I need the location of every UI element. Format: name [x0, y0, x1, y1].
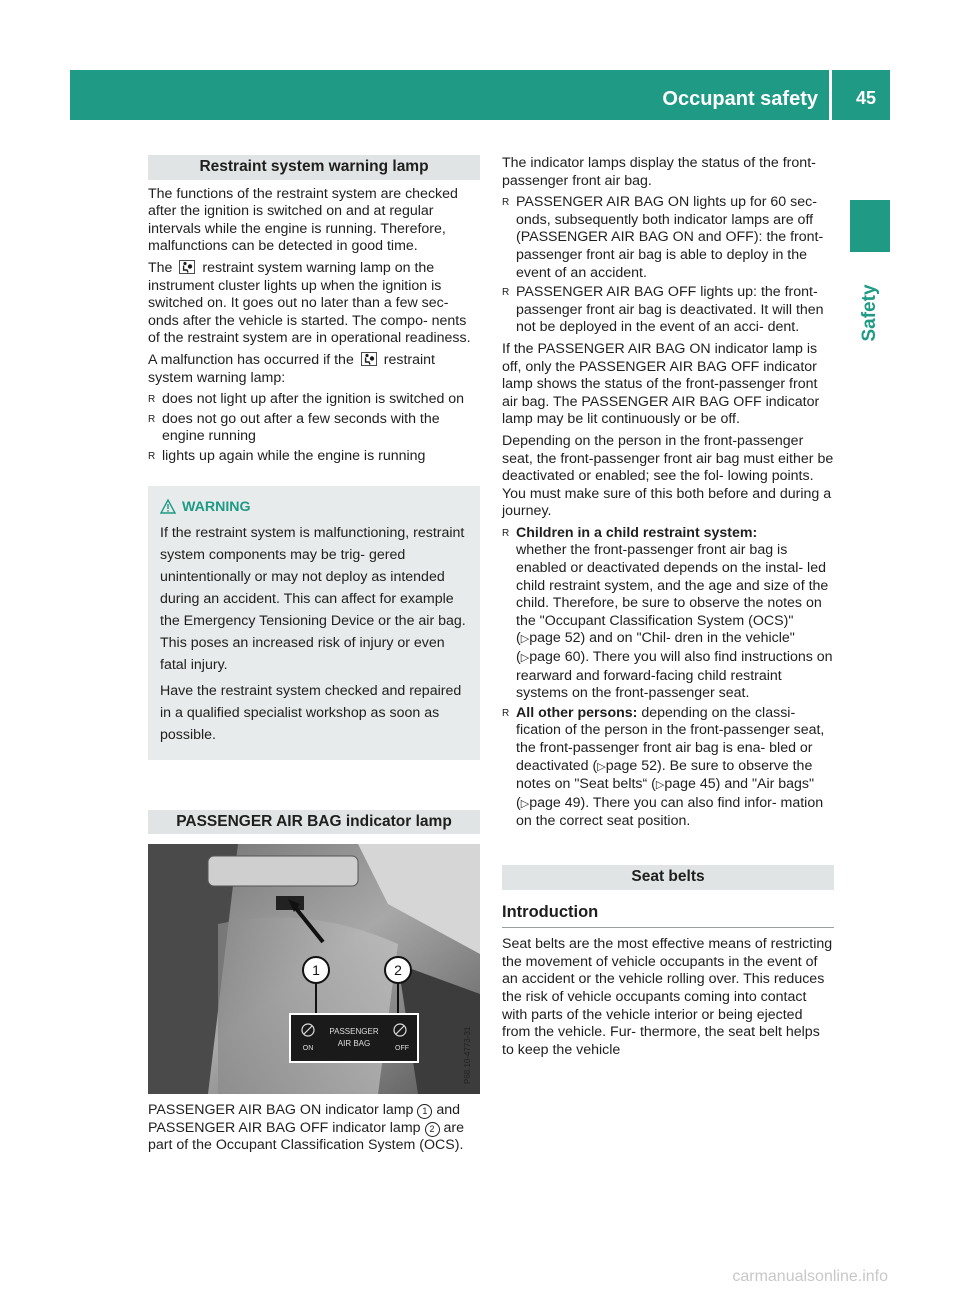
page-ref-link[interactable]: page 45) and "Air bags" (	[516, 776, 815, 811]
page-ref-arrow-icon: ▷	[520, 797, 530, 810]
bullet-icon: R	[502, 197, 510, 209]
bullet-icon: R	[148, 413, 156, 425]
on-label: ON	[302, 1045, 314, 1053]
left-column	[148, 155, 480, 1159]
chapter-title: Occupant safety	[662, 88, 818, 110]
paragraph: Depending on the person in the front-passenger seat, the front-passenger front air bag must either be deactivated or enabled; see the fol- lowing points. You must make sure of this both before and during a journey.	[502, 432, 834, 520]
header-separator	[829, 70, 832, 120]
page-ref-link[interactable]: page 52) and on "Chil- dren in the vehicle" (	[516, 630, 795, 666]
header-band	[70, 70, 890, 120]
callout-number: 1	[312, 962, 320, 979]
page-ref-link[interactable]: page 52). Be sure to observe the notes on "Seat belts“ (	[516, 757, 813, 793]
paragraph: If the PASSENGER AIR BAG ON indicator lamp is off, only the PASSENGER AIR BAG OFF indicator lamp shows the status of the front-passenger front air bag. The PASSENGER AIR BAG OFF indicator lamp may be lit continuously or be off.	[502, 340, 820, 428]
section-tab-text: Safety	[859, 284, 880, 342]
paragraph: The functions of the restraint system are checked after the ignition is switched on and at regular intervals while the engine is running. Therefore, malfunctions can be detected in good time.	[148, 185, 458, 255]
section-tab-label	[848, 268, 892, 358]
page-ref-arrow-icon: ▷	[520, 652, 530, 665]
warning-box	[148, 486, 480, 760]
list-item: R PASSENGER AIR BAG ON lights up for 60 sec- onds, subsequently both indicator lamps are off (PASSENGER AIR BAG ON and OFF): the front-passenger front air bag is able to deploy in the event of an accident.	[502, 194, 824, 281]
section-heading-restraint-lamp: Restraint system warning lamp	[148, 155, 480, 180]
paragraph: A malfunction has occurred if the restraint system warning lamp:	[148, 351, 435, 386]
paragraph: The restraint system warning lamp on the instrument cluster lights up when the ignition is switched on. It goes out no later than a few sec- onds after the vehicle is started. The compo- nents of the restraint system are in operational readiness.	[148, 259, 471, 347]
off-label: OFF	[395, 1045, 409, 1053]
right-column	[502, 155, 834, 1063]
photo-caption: PASSENGER AIR BAG ON indicator lamp 1 and PASSENGER AIR BAG OFF indicator lamp 2 are part of the Occupant Classification System (OCS).	[148, 1102, 464, 1154]
figure-code: P68.10-4773-31	[463, 1026, 472, 1085]
subheading-introduction: Introduction	[502, 904, 834, 929]
warning-text: If the restraint system is malfunctioning, restraint system components may be trig- gered unintentionally or may not deploy as intended during an accident. This can affect for example the Emergency Tensioning Device or the air bag. This poses an increased risk of injury or even fatal injury.	[160, 524, 466, 673]
console-photo	[148, 844, 480, 1094]
bullet-icon: R	[502, 707, 510, 719]
section-heading-airbag-indicator: PASSENGER AIR BAG indicator lamp	[148, 810, 480, 835]
airbag-warning-icon	[179, 260, 195, 274]
bullet-icon: R	[502, 527, 510, 539]
bullet-icon: R	[148, 394, 156, 406]
airbag-warning-icon	[361, 352, 377, 366]
list-item: R lights up again while the engine is running	[148, 447, 426, 464]
bullet-list	[502, 525, 834, 831]
page-ref-link[interactable]: page 60). There you will also find instructions on rearward and forward-facing child restraint systems on the front-passenger seat.	[516, 649, 833, 702]
page-number: 45	[855, 88, 876, 108]
list-item: R does not go out after a few seconds with the engine running	[148, 410, 440, 445]
page-ref-arrow-icon: ▷	[597, 760, 606, 773]
bullet-list	[502, 194, 834, 337]
section-heading-seat-belts: Seat belts	[502, 865, 834, 890]
bullet-icon: R	[148, 450, 156, 462]
list-item: R does not light up after the ignition is switched on	[148, 391, 465, 408]
page-ref-link[interactable]: page 49). There you can also find infor- mation on the correct seat position.	[516, 794, 824, 830]
watermark: carmanualsonline.info	[732, 1268, 888, 1285]
section-tab-marker	[850, 200, 890, 252]
bullet-list	[148, 391, 480, 465]
bullet-icon: R	[502, 287, 510, 299]
paragraph: The indicator lamps display the status of the front-passenger front air bag.	[502, 155, 816, 189]
warning-heading: WARNING	[160, 496, 468, 518]
callout-2-icon: 2	[425, 1122, 440, 1137]
paragraph: Seat belts are the most effective means of restricting the movement of vehicle occupants in the event of an accident or the vehicle rolling over. This reduces the risk of vehicle occupants coming into contact with parts of the vehicle interior or being ejected from the vehicle. Fur- thermore, the seat belt helps to keep the vehicle	[502, 936, 833, 1058]
list-item: R Children in a child restraint system: whether the front-passenger front air bag is enabled or deactivated depends on the instal- led child restraint system, and the age and size of the child. Therefore, be sure to observe the notes on the "Occupant Classification System (OCS)" (▷page 52) and on "Chil- dren in the vehicle" (▷page 60). There you will also find instructions on rearward and forward-facing child restraint systems on the front-passenger seat.	[502, 524, 833, 702]
panel-label: AIR BAG	[337, 1039, 371, 1049]
callout-1-icon: 1	[417, 1104, 432, 1119]
callout-number: 2	[394, 962, 402, 979]
page-ref-arrow-icon: ▷	[520, 633, 530, 646]
panel-label: PASSENGER	[329, 1027, 379, 1037]
list-item: R PASSENGER AIR BAG OFF lights up: the front- passenger front air bag is deactivated. It will then not be deployed in the event of an acci- dent.	[502, 284, 824, 336]
list-item: R All other persons: depending on the classi- fication of the person in the front-passenger seat, the front-passenger front air bag is ena- bled or deactivated (▷page 52). Be sure to observe the notes on "Seat belts“ (▷page 45) and "Air bags" (▷page 49). There you can also find infor- mation on the correct seat position.	[502, 704, 825, 830]
page-ref-arrow-icon: ▷	[655, 779, 665, 792]
warning-triangle-icon	[160, 499, 176, 514]
warning-text: Have the restraint system checked and repaired in a qualified specialist workshop as soon as possible.	[160, 682, 462, 743]
